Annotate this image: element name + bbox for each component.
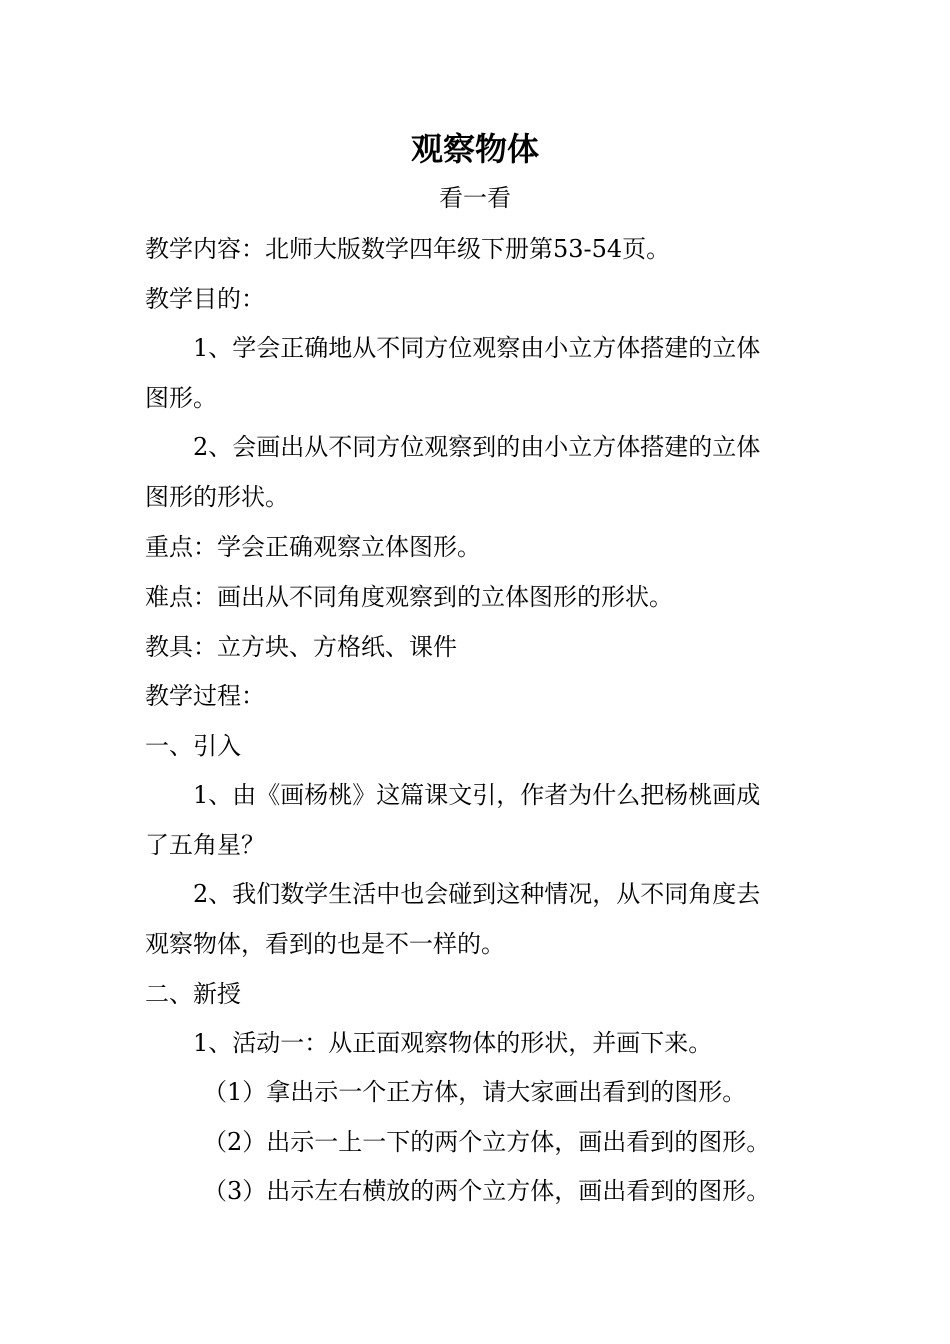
- document-title: 观察物体: [410, 130, 539, 168]
- teaching-process-heading: 教学过程：: [145, 682, 265, 710]
- difficulty-line: 难点：画出从不同角度观察到的立体图形的形状。: [145, 583, 673, 611]
- goal-1-line-1: 1、学会正确地从不同方位观察由小立方体搭建的立体: [193, 334, 761, 362]
- intro-1-line-2: 了五角星？: [145, 831, 265, 859]
- teaching-goal-heading: 教学目的：: [145, 285, 265, 313]
- key-point-line: 重点：学会正确观察立体图形。: [145, 533, 481, 561]
- goal-2-line-1: 2、会画出从不同方位观察到的由小立方体搭建的立体: [193, 433, 761, 461]
- activity-1-step-1: （1）拿出示一个正方体，请大家画出看到的图形。: [203, 1078, 747, 1106]
- section-introduction-heading: 一、引入: [145, 732, 241, 760]
- document-subtitle: 看一看: [439, 184, 511, 212]
- section-new-lesson-heading: 二、新授: [145, 980, 241, 1008]
- teaching-aids-line: 教具：立方块、方格纸、课件: [145, 633, 457, 661]
- goal-2-line-2: 图形的形状。: [145, 483, 289, 511]
- intro-2-line-2: 观察物体，看到的也是不一样的。: [145, 930, 505, 958]
- intro-2-line-1: 2、我们数学生活中也会碰到这种情况，从不同角度去: [193, 880, 761, 908]
- teaching-content-line: 教学内容：北师大版数学四年级下册第53-54页。: [145, 235, 671, 263]
- activity-1-step-2: （2）出示一上一下的两个立方体，画出看到的图形。: [203, 1128, 771, 1156]
- activity-1-line: 1、活动一：从正面观察物体的形状，并画下来。: [193, 1029, 713, 1057]
- intro-1-line-1: 1、由《画杨桃》这篇课文引，作者为什么把杨桃画成: [193, 781, 761, 809]
- activity-1-step-3: （3）出示左右横放的两个立方体，画出看到的图形。: [203, 1177, 771, 1205]
- goal-1-line-2: 图形。: [145, 384, 217, 412]
